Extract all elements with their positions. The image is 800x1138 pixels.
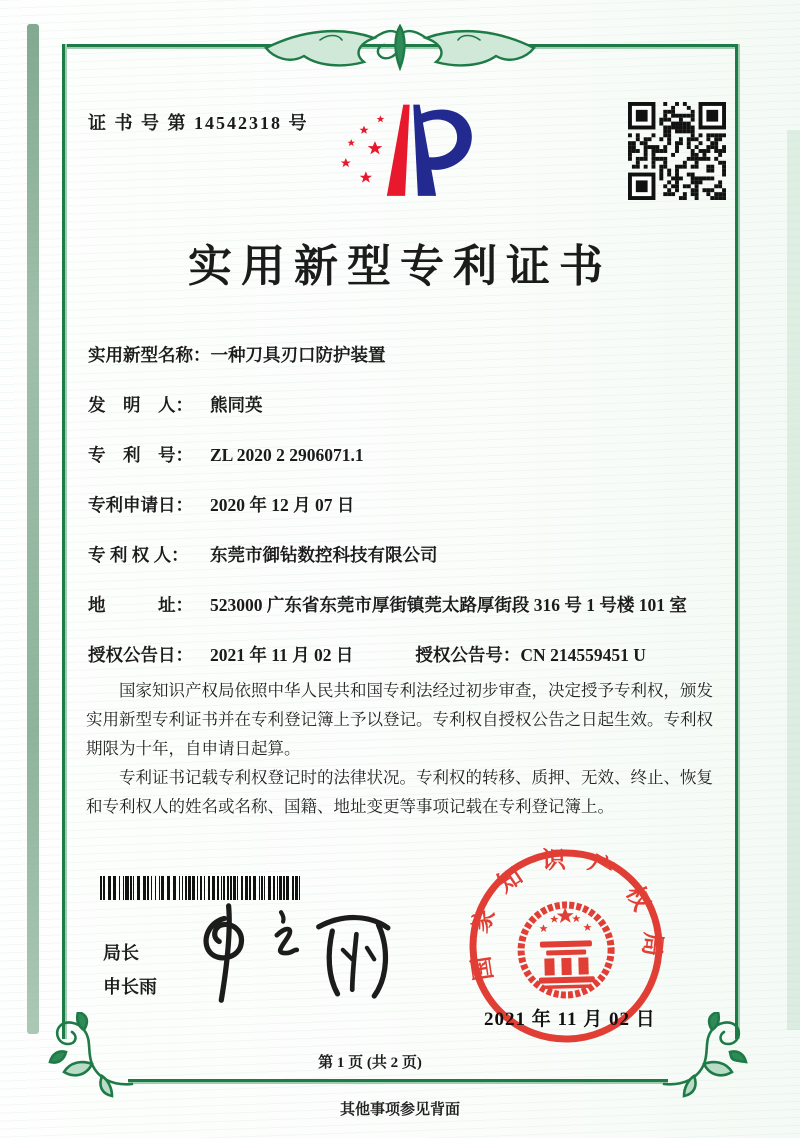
frame-border-right [735, 44, 738, 1039]
field-label: 地 址： [88, 595, 193, 615]
field-row-patent-number [88, 443, 716, 467]
field-label: 专 利 号： [88, 445, 193, 465]
field-label: 授权公告日： [88, 645, 193, 665]
grant-date-value: 2021 年 11 月 02 日 [210, 645, 354, 665]
page-edge-strip-left [27, 24, 39, 1034]
field-value: 2020 年 12 月 07 日 [210, 495, 355, 515]
frame-border-left [62, 44, 65, 1039]
field-row-filing-date [88, 493, 716, 517]
certificate-title: 实用新型专利证书 [188, 242, 612, 291]
field-value: 一种刀具刃口防护装置 [210, 345, 386, 365]
legal-text [86, 676, 722, 821]
legal-paragraph-1: 国家知识产权局依照中华人民共和国专利法经过初步审查，决定授予专利权，颁发实用新型专利证书并在专利登记簿上予以登记。专利权自授权公告之日起生效。专利权期限为十年，自申请日起算。 [86, 681, 713, 758]
field-row-patentee [88, 543, 716, 567]
qr-code-icon [628, 102, 726, 200]
seal-national-emblem [520, 904, 612, 996]
frame-ornament-top-icon [262, 18, 538, 76]
officer-name: 申长雨 [103, 977, 157, 997]
cnipa-logo-icon [333, 92, 479, 214]
seal-date: 2021 年 11 月 02 日 [484, 1009, 656, 1030]
barcode-icon [100, 876, 306, 900]
legal-paragraph-2: 专利证书记载专利权登记时的法律状况。专利权的转移、质押、无效、终止、恢复和专利权人的姓名或名称、国籍、地址变更等事项记载在专利登记簿上。 [86, 768, 713, 816]
field-label: 发 明 人： [88, 395, 193, 415]
field-row-address [88, 593, 716, 617]
field-value: 熊同英 [210, 395, 263, 415]
signature-icon [193, 898, 413, 1006]
field-row-inventor [88, 393, 716, 417]
back-side-note: 其他事项参见背面 [339, 1102, 460, 1118]
field-value: ZL 2020 2 2906071.1 [210, 445, 364, 465]
grant-number-group [415, 643, 645, 667]
field-list [88, 343, 716, 693]
page-number: 第 1 页 (共 2 页) [318, 1055, 422, 1071]
field-value: 523000 广东省东莞市厚街镇莞太路厚街段 316 号 1 号楼 101 室 [210, 595, 687, 615]
grant-number-value: CN 214559451 U [520, 645, 646, 665]
frame-border-bottom [128, 1079, 668, 1082]
field-row-name [88, 343, 716, 367]
officer-title: 局长 [103, 943, 139, 963]
field-label: 授权公告号： [415, 645, 521, 665]
field-label: 实用新型名称： [88, 345, 211, 365]
field-row-grant [88, 643, 716, 667]
field-label: 专利申请日： [88, 495, 193, 515]
seal-ring-text: 国家知识产权局 [465, 847, 666, 983]
officer-block [103, 936, 157, 1004]
certificate-number: 证 书 号 第 14542318 号 [88, 113, 309, 133]
field-value: 东莞市御钻数控科技有限公司 [210, 545, 438, 565]
field-label: 专 利 权 人： [88, 545, 189, 565]
